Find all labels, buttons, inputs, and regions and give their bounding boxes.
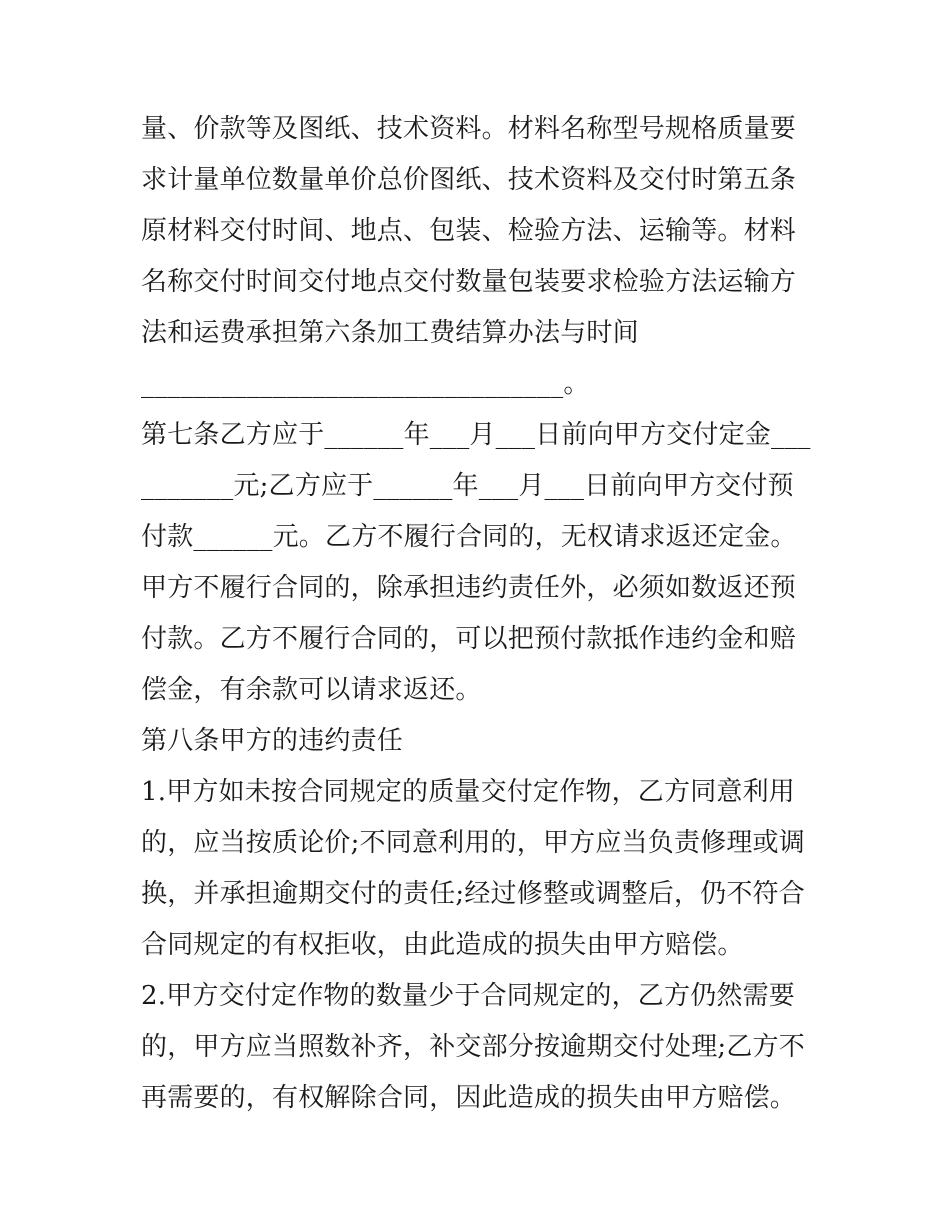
paragraph-article-7-deposit: 第七条乙方应于______年___月___日前向甲方交付定金__________元;乙方应于______年___月___日前向甲方交付预付款______元。乙方不履行合同的，无权请求返还定金。甲方不履行合同的，除承担违约责任外，必须如数返还预付款。乙方不履行合同的，可以把预付款抵作违约金和赔偿金，有余款可以请求返还。 [141,420,811,705]
paragraph-clause-2: 2.甲方交付定作物的数量少于合同规定的，乙方仍然需要的，甲方应当照数补齐，补交部分按逾期交付处理;乙方不再需要的，有权解除合同，因此造成的损失由甲方赔偿。 [141,981,805,1113]
paragraph-clause-1: 1.甲方如未按合同规定的质量交付定作物，乙方同意利用的，应当按质论价;不同意利用的，甲方应当负责修理或调换，并承担逾期交付的责任;经过修整或调整后，仍不符合合同规定的有权拒收，由此造成的损失由甲方赔偿。 [141,777,805,960]
paragraph-materials-delivery: 量、价款等及图纸、技术资料。材料名称型号规格质量要求计量单位数量单价总价图纸、技术资料及交付时第五条原材料交付时间、地点、包装、检验方法、运输等。材料名称交付时间交付地点交付数量包装要求检验方法运输方法和运费承担第六条加工费结算办法与时间 [141,114,797,348]
paragraph-blank-line: ________________________________。 [141,369,590,399]
paragraph-article-8-heading: 第八条甲方的违约责任 [141,726,404,756]
document-body [141,104,813,1124]
